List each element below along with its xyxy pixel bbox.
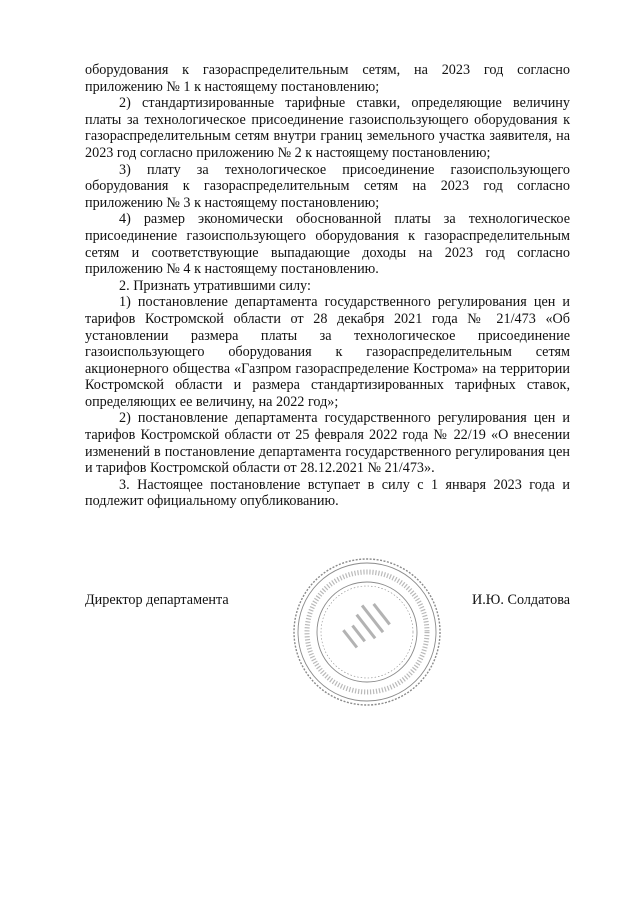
paragraph-item-4: 4) размер экономически обоснованной платы за технологическое присоединение газоиспользующего оборудования к газораспределительным сетям и соответствующие выпадающие доходы на 2023 год согласно приложению № 4 к настоящему постановлению. bbox=[85, 211, 570, 278]
official-seal-stamp bbox=[291, 556, 443, 708]
paragraph-section-3: 3. Настоящее постановление вступает в силу с 1 января 2023 года и подлежит официальному опубликованию. bbox=[85, 476, 570, 510]
signer-name: И.Ю. Солдатова bbox=[472, 592, 570, 608]
paragraph-repeal-1: 1) постановление департамента государственного регулирования цен и тарифов Костромской области от 28 декабря 2021 года № 21/473 «Об установлении размера платы за технологическое присоединение газоиспользующего оборудования к газораспределительным сетям акционерного общества «Газпром газораспределение Кострома» на территории Костромской области и размера стандартизированных тарифных ставок, определяющих ее величину, на 2022 год»; bbox=[85, 294, 570, 410]
paragraph-item-2: 2) стандартизированные тарифные ставки, определяющие величину платы за технологическое присоединение газоиспользующего оборудования к газораспределительным сетям внутри границ земельного участка заявителя, на 2023 год согласно приложению № 2 к настоящему постановлению; bbox=[85, 95, 570, 161]
paragraph-item-3: 3) плату за технологическое присоединение газоиспользующего оборудования к газораспределительным сетям на 2023 год согласно приложению № 3 к настоящему постановлению; bbox=[85, 161, 570, 211]
signer-position: Директор департамента bbox=[85, 592, 229, 608]
paragraph-repeal-2: 2) постановление департамента государственного регулирования цен и тарифов Костромской области от 25 февраля 2022 года № 22/19 «О внесении изменений в постановление департамента государственного регулирования цен и тарифов Костромской области от 28.12.2021 № 21/473». bbox=[85, 410, 570, 477]
paragraph-continuation: оборудования к газораспределительным сетям, на 2023 год согласно приложению № 1 к настоящему постановлению; bbox=[85, 62, 570, 95]
paragraph-section-2: 2. Признать утратившими силу: bbox=[119, 277, 311, 294]
document-body bbox=[85, 62, 570, 510]
